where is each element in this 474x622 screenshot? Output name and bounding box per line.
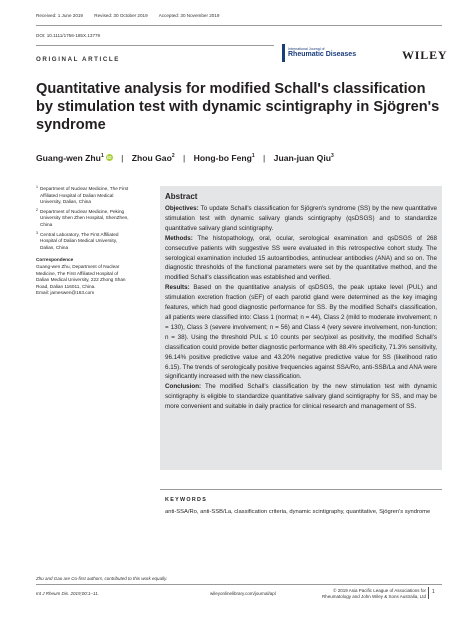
accepted-date: Accepted: 30 November 2019 — [158, 13, 220, 18]
correspondence-email[interactable]: Email: jameswen@163.com — [36, 290, 95, 296]
abstract-heading: Abstract — [165, 192, 198, 201]
author-name[interactable]: Zhou Gao — [131, 153, 172, 163]
revised-date: Revised: 30 October 2019 — [94, 13, 148, 18]
affiliation-item — [36, 232, 132, 252]
journal-small-title: International Journal of — [288, 47, 325, 51]
journal-logo-bar — [282, 44, 285, 62]
author-separator: | — [263, 153, 266, 163]
author-affil-sup: 3 — [330, 153, 334, 160]
abstract-objectives — [165, 204, 437, 234]
abstract-conclusion — [165, 382, 437, 412]
doi-link[interactable]: DOI: 10.1111/1756-185X.13779 — [36, 33, 101, 38]
journal-logo[interactable] — [282, 44, 394, 66]
received-date: Received: 1 June 2019 — [36, 13, 83, 18]
page-number: 1 — [432, 589, 435, 595]
journal-name: Rheumatic Diseases — [288, 51, 357, 58]
author-affil-sup: 2 — [171, 153, 175, 160]
affiliation-sup: 1 — [36, 185, 38, 189]
methods-text: The histopathology, oral, ocular, serological examination and qsDSGS of 268 consecutive patients with suggestive SS were evaluated in this retrospective cohort study. The serological examination included 15 autoantibodies, antinuclear antibodies (ANA) and so on. The diagnostic thresholds of the functional parameters were set by the quantitative method, and the modified Schall's classification was established and verified. — [165, 234, 438, 282]
orcid-icon[interactable]: iD — [106, 155, 112, 160]
abstract-results — [165, 283, 437, 382]
results-label: Results: — [165, 284, 190, 292]
article-title: Quantitative analysis for modified Schall's classification by stimulation test with dynamic scintigraphy in Sjögren's syndrome — [36, 81, 440, 133]
author-name[interactable]: Hong-bo Feng — [193, 153, 252, 163]
methods-label: Methods: — [165, 234, 193, 242]
author-separator: | — [121, 153, 124, 163]
author-footnote: Zhu and Gao are Co-first authors, contributed to this work equally. — [36, 576, 168, 581]
doi-divider — [36, 45, 274, 46]
conclusion-text: The modified Schall's classification by the new stimulation test with dynamic scintigraphy is eligible to standardize quantitative salivary gland scintigraphy for SS, and may be more convenient and suitable in daily practice for clinical research and management of SS. — [165, 383, 438, 411]
results-text: Based on the quantitative analysis of qsDSGS, the peak uptake level (PUL) and stimulation excretion fraction (sEF) of each parotid gland were determined as the key imaging features, which had good diagnostic performance for SS. By the modified Schall's classification, all patients were classified into: Class 1 (normal; n = 44), Class 2 (mild to moderate involvement; n = 130), Class 3 (severe involvement; n = 56) and Class 4 (very severe involvement, non-function; n = 38). Using the threshold PUL ≤ 10 counts per sec/pixel as positivity, the modified Schall's classification could provide better diagnostic performance with 88.4% specificity, 71.3% sensitivity, 96.14% positive predictive value and 43.20% negative predictive value for SS (likelihood ratio 6.15). The trends of serologically positive frequencies against SSA/Ro, anti-SSB/La and ANA were significantly increased with the new classification. — [165, 284, 437, 381]
correspondence-heading: Correspondence — [36, 257, 74, 263]
keywords-heading: KEYWORDS — [165, 497, 208, 503]
footer-separator — [428, 587, 429, 599]
affiliation-sup: 3 — [36, 230, 38, 235]
keywords-divider — [160, 489, 442, 490]
abstract-methods — [165, 234, 437, 284]
affiliation-item — [36, 209, 132, 229]
keywords-text: anti-SSA/Ro, anti-SSB/La, classification criteria, dynamic scintigraphy, quantitative, Sjögren's syndrome — [165, 509, 431, 515]
copyright: © 2019 Asia Pacific League of Associations for Rheumatology and John Wiley & Sons Australia, Ltd — [321, 588, 426, 599]
objectives-text: To update Schall's classification for Sjögren's syndrome (SS) by the new quantitative stimulation test with dynamic salivary glands scintigraphy (qsDSGS) and to standardize quantitative salivary gland scintigraphy. — [165, 205, 437, 232]
objectives-label: Objectives: — [165, 205, 199, 212]
abstract — [165, 192, 437, 412]
correspondence-text: Guang-wen Zhu, Department of Nuclear Medicine, The First Affiliated Hospital of Dalian Medical University, 222 Zhong Shan Road, Dalian 116011, China. — [36, 263, 126, 289]
conclusion-label: Conclusion: — [165, 383, 202, 391]
affiliation-sup: 2 — [36, 207, 38, 212]
footer-divider — [36, 584, 442, 585]
journal-url[interactable]: wileyonlinelibrary.com/journal/apl — [210, 591, 276, 596]
author-separator: | — [183, 153, 186, 163]
author-affil-sup: 1 — [100, 153, 104, 160]
affiliation-text: Central Laboratory, The First Affiliated Hospital of Dalian Medical University, Dalian, China — [40, 231, 119, 250]
author-list — [36, 153, 334, 163]
article-type: ORIGINAL ARTICLE — [36, 56, 121, 63]
affiliation-item — [36, 186, 132, 206]
header-divider — [36, 25, 442, 26]
author-affil-sup: 1 — [251, 153, 255, 160]
author-name[interactable]: Guang-wen Zhu — [36, 153, 101, 163]
article-dates — [36, 13, 229, 18]
author-name[interactable]: Juan-juan Qiu — [273, 153, 331, 163]
publisher-logo[interactable]: WILEY — [402, 48, 448, 62]
affiliation-text: Department of Nuclear Medicine, The First Affiliated Hospital of Dalian Medical University, Dalian, China — [40, 186, 129, 205]
affiliations — [36, 186, 132, 297]
affiliation-text: Department of Nuclear Medicine, Peking University Shen Zhen Hospital, ShenZhen, China — [40, 208, 129, 227]
journal-citation: Int J Rheum Dis. 2019;00:1–11. — [36, 591, 99, 596]
